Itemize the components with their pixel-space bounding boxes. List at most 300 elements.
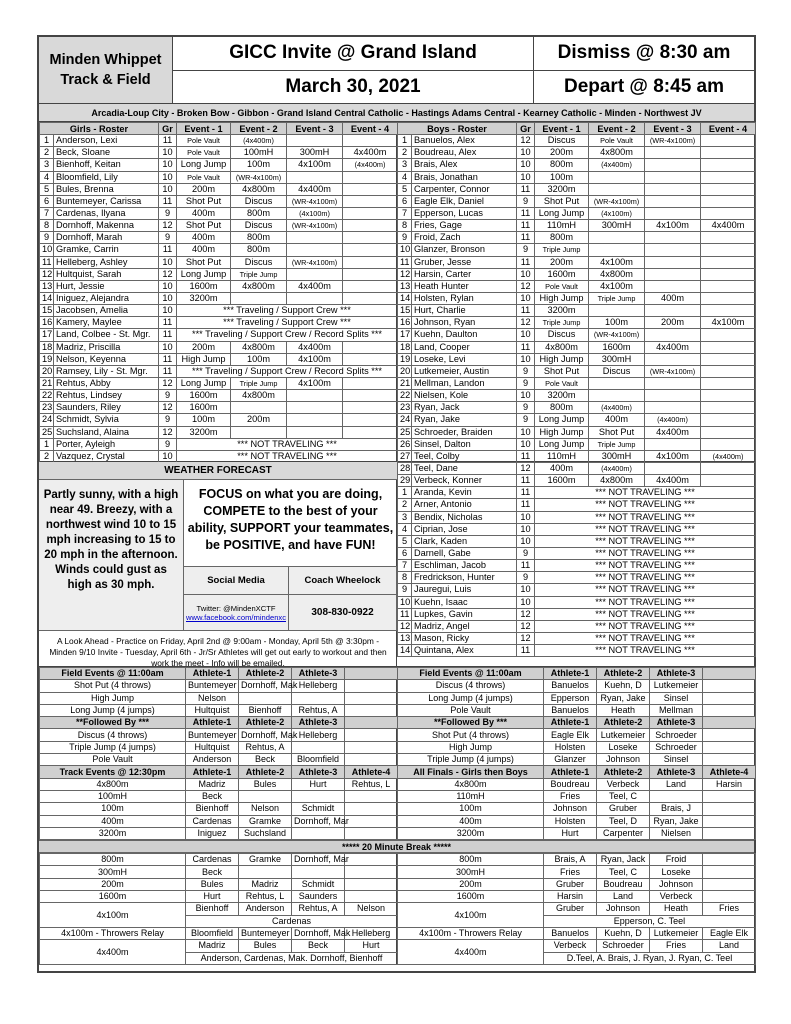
athlete-cell: Beck bbox=[186, 790, 239, 802]
athlete-cell: Bloomfield bbox=[186, 927, 239, 939]
event-cell bbox=[701, 147, 756, 159]
row-number: 10 bbox=[40, 244, 54, 256]
athlete-cell: Kuehn, D bbox=[597, 927, 650, 939]
event-cell: (4x400m) bbox=[645, 414, 701, 426]
athlete-name: Iniguez, Alejandra bbox=[54, 292, 159, 304]
table-row bbox=[398, 778, 756, 790]
event-name: 400m bbox=[398, 815, 544, 827]
grade: 10 bbox=[159, 305, 177, 317]
athlete-cell bbox=[703, 803, 756, 815]
event-cell bbox=[343, 183, 398, 195]
athlete-cell: Holsten bbox=[544, 815, 597, 827]
table-row bbox=[398, 668, 756, 680]
grade: 10 bbox=[159, 159, 177, 171]
athlete-cell: Helleberg bbox=[292, 680, 345, 692]
event-cell bbox=[343, 292, 398, 304]
row-number: 21 bbox=[40, 377, 54, 389]
row-number: 23 bbox=[40, 402, 54, 414]
row-number: 19 bbox=[398, 353, 412, 365]
row-number: 12 bbox=[40, 268, 54, 280]
event-cell bbox=[645, 207, 701, 219]
event-name: **Followed By *** bbox=[40, 717, 186, 729]
athlete-name: Cardenas, Ilyana bbox=[54, 207, 159, 219]
event-cell: 4x800m bbox=[231, 280, 287, 292]
athlete-name: Johnson, Ryan bbox=[412, 317, 517, 329]
athlete-cell bbox=[345, 741, 398, 753]
relay-row bbox=[398, 903, 756, 915]
athlete-cell: Teel, D bbox=[597, 815, 650, 827]
athlete-cell: Beck bbox=[239, 754, 292, 766]
athlete-name: Carpenter, Connor bbox=[412, 183, 517, 195]
grade: 11 bbox=[159, 353, 177, 365]
athlete-cell: Helleberg bbox=[345, 927, 398, 939]
event-cell: 400m bbox=[177, 207, 231, 219]
row-number: 3 bbox=[398, 511, 412, 523]
athlete-cell: Dornhoff, Mak bbox=[292, 927, 345, 939]
athlete-cell: Athlete-3 bbox=[650, 717, 703, 729]
athlete-cell: Ryan, Jake bbox=[597, 692, 650, 704]
roster-header-cell: Event - 3 bbox=[287, 123, 343, 135]
event-cell bbox=[343, 341, 398, 353]
athlete-cell: Heath bbox=[650, 903, 703, 915]
grade: 11 bbox=[159, 135, 177, 147]
row-number: 23 bbox=[398, 402, 412, 414]
athlete-name: Eschliman, Jacob bbox=[412, 560, 517, 572]
event-cell bbox=[701, 463, 756, 475]
roster-header-cell: Boys - Roster bbox=[398, 123, 517, 135]
relay-alternates: Epperson, C. Teel bbox=[544, 915, 756, 927]
row-number: 14 bbox=[398, 292, 412, 304]
table-row bbox=[398, 207, 756, 219]
event-cell bbox=[645, 268, 701, 280]
event-cell: Discus bbox=[535, 329, 589, 341]
grade: 12 bbox=[517, 608, 535, 620]
table-row bbox=[398, 878, 756, 890]
twitter-handle[interactable]: Twitter: @MindenXCTF bbox=[196, 603, 276, 613]
athlete-cell bbox=[703, 891, 756, 903]
table-row bbox=[398, 854, 756, 866]
event-cell bbox=[645, 171, 701, 183]
athlete-cell: Athlete-3 bbox=[650, 766, 703, 778]
athlete-cell bbox=[345, 891, 398, 903]
athlete-cell bbox=[703, 692, 756, 704]
row-number: 1 bbox=[40, 438, 54, 450]
event-cell bbox=[287, 135, 343, 147]
meet-date: March 30, 2021 bbox=[173, 70, 533, 104]
athlete-cell bbox=[703, 717, 756, 729]
event-name: Track Events @ 12:30pm bbox=[40, 766, 186, 778]
row-number: 28 bbox=[398, 463, 412, 475]
grade: 10 bbox=[517, 159, 535, 171]
table-row bbox=[40, 803, 398, 815]
event-name: Long Jump (4 jumps) bbox=[40, 704, 186, 716]
grade: 11 bbox=[517, 183, 535, 195]
row-number: 25 bbox=[40, 426, 54, 438]
event-cell bbox=[287, 390, 343, 402]
post-break-schedule bbox=[39, 853, 754, 965]
athlete-cell: Banuelos bbox=[544, 680, 597, 692]
event-name: Triple Jump (4 jumps) bbox=[40, 741, 186, 753]
event-cell: (4x400m) bbox=[701, 450, 756, 462]
grade: 11 bbox=[517, 232, 535, 244]
event-cell: 4x100m bbox=[287, 353, 343, 365]
event-cell: Shot Put bbox=[589, 426, 645, 438]
grade: 10 bbox=[517, 292, 535, 304]
grade: 10 bbox=[517, 596, 535, 608]
look-ahead: A Look Ahead - Practice on Friday, April 2nd @ 9:00am - Monday, April 5th @ 3:30pm - Minden 9/10 Invite - Tuesday, April 6th - Jr/Sr Athletes will get out early to workout and then work the meet - Info will be emailed. bbox=[39, 630, 397, 667]
grade: 10 bbox=[517, 329, 535, 341]
status-note: *** NOT TRAVELING *** bbox=[535, 620, 756, 632]
event-cell bbox=[701, 280, 756, 292]
event-cell: (WR-4x100m) bbox=[645, 135, 701, 147]
status-note: *** NOT TRAVELING *** bbox=[535, 584, 756, 596]
athlete-name: Quintana, Alex bbox=[412, 645, 517, 657]
event-cell: 1600m bbox=[535, 475, 589, 487]
athlete-name: Brais, Alex bbox=[412, 159, 517, 171]
event-cell bbox=[701, 377, 756, 389]
athlete-cell: Heath bbox=[597, 704, 650, 716]
athlete-cell: Nelson bbox=[239, 803, 292, 815]
event-cell: (WR-4x100m) bbox=[287, 256, 343, 268]
athlete-cell: Helleberg bbox=[292, 729, 345, 741]
event-name: 800m bbox=[40, 854, 186, 866]
athlete-name: Hurt, Charlie bbox=[412, 305, 517, 317]
event-cell: Triple Jump bbox=[535, 244, 589, 256]
event-cell: 300mH bbox=[589, 450, 645, 462]
status-note: *** NOT TRAVELING *** bbox=[535, 547, 756, 559]
event-cell bbox=[343, 195, 398, 207]
table-row bbox=[40, 183, 398, 195]
athlete-cell: Schmidt bbox=[292, 878, 345, 890]
relay-event: 4x100m - Throwers Relay bbox=[398, 927, 544, 939]
relay-event: 4x400m bbox=[40, 940, 186, 965]
athlete-cell: Carpenter bbox=[597, 827, 650, 839]
athlete-cell: Nelson bbox=[186, 692, 239, 704]
table-row bbox=[40, 741, 398, 753]
grade: 9 bbox=[517, 195, 535, 207]
athlete-cell bbox=[292, 741, 345, 753]
row-number: 12 bbox=[398, 268, 412, 280]
table-row bbox=[398, 414, 756, 426]
event-name: Shot Put (4 throws) bbox=[398, 729, 544, 741]
row-number: 15 bbox=[398, 305, 412, 317]
event-name: 3200m bbox=[40, 827, 186, 839]
athlete-cell bbox=[703, 866, 756, 878]
table-row bbox=[398, 632, 756, 644]
athlete-name: Helleberg, Ashley bbox=[54, 256, 159, 268]
athlete-cell: Rehtus, L bbox=[239, 891, 292, 903]
grade: 10 bbox=[159, 450, 177, 462]
event-name: Pole Vault bbox=[398, 704, 544, 716]
status-note: *** NOT TRAVELING *** bbox=[535, 523, 756, 535]
athlete-name: Dornhoff, Marah bbox=[54, 232, 159, 244]
athlete-name: Bules, Brenna bbox=[54, 183, 159, 195]
event-cell: High Jump bbox=[535, 353, 589, 365]
boys-not-traveling-table bbox=[397, 462, 756, 657]
event-cell: 100m bbox=[589, 317, 645, 329]
event-cell bbox=[645, 402, 701, 414]
athlete-cell: Nielsen bbox=[650, 827, 703, 839]
table-row bbox=[40, 790, 398, 802]
event-name: High Jump bbox=[398, 741, 544, 753]
event-cell bbox=[701, 244, 756, 256]
event-cell: Pole Vault bbox=[177, 147, 231, 159]
athlete-cell: Gramke bbox=[239, 815, 292, 827]
athlete-cell: Rehtus, L bbox=[345, 778, 398, 790]
table-row bbox=[398, 547, 756, 559]
event-name: 4x800m bbox=[40, 778, 186, 790]
table-row bbox=[40, 390, 398, 402]
event-cell: 110mH bbox=[535, 220, 589, 232]
event-cell: 300mH bbox=[589, 220, 645, 232]
table-row bbox=[40, 317, 398, 329]
grade: 10 bbox=[159, 183, 177, 195]
event-cell bbox=[343, 402, 398, 414]
table-row bbox=[398, 827, 756, 839]
athlete-cell: Athlete-1 bbox=[186, 717, 239, 729]
table-row bbox=[398, 244, 756, 256]
table-row bbox=[398, 390, 756, 402]
athlete-cell: Fries bbox=[703, 903, 756, 915]
row-number: 22 bbox=[40, 390, 54, 402]
event-name: Field Events @ 11:00am bbox=[40, 668, 186, 680]
event-name: 110mH bbox=[398, 790, 544, 802]
event-cell bbox=[343, 390, 398, 402]
event-cell bbox=[701, 171, 756, 183]
athlete-cell: Bloomfield bbox=[292, 754, 345, 766]
athlete-cell bbox=[239, 790, 292, 802]
athlete-cell: Dornhoff, Mar bbox=[292, 854, 345, 866]
table-row bbox=[398, 815, 756, 827]
athlete-cell: Dornhoff, Mak bbox=[239, 680, 292, 692]
event-cell: 1600m bbox=[535, 268, 589, 280]
meet-title: GICC Invite @ Grand Island bbox=[229, 42, 477, 64]
event-cell bbox=[343, 268, 398, 280]
athlete-cell: Kuehn, D bbox=[597, 680, 650, 692]
athlete-cell: Holsten bbox=[544, 741, 597, 753]
event-cell bbox=[589, 232, 645, 244]
event-name: 300mH bbox=[40, 866, 186, 878]
grade: 10 bbox=[517, 438, 535, 450]
athlete-cell: Buntemeyer bbox=[186, 729, 239, 741]
row-number: 5 bbox=[398, 183, 412, 195]
table-row bbox=[398, 232, 756, 244]
event-name: 1600m bbox=[40, 891, 186, 903]
table-row bbox=[398, 535, 756, 547]
row-number: 3 bbox=[398, 159, 412, 171]
athlete-name: Kamery, Maylee bbox=[54, 317, 159, 329]
event-cell: (4x100m) bbox=[589, 207, 645, 219]
event-cell bbox=[701, 402, 756, 414]
event-cell bbox=[701, 268, 756, 280]
facebook-link[interactable]: www.facebook.com/mindenxc bbox=[185, 612, 287, 622]
event-cell bbox=[287, 244, 343, 256]
event-cell bbox=[343, 171, 398, 183]
table-row bbox=[398, 159, 756, 171]
row-number: 8 bbox=[40, 220, 54, 232]
row-number: 6 bbox=[40, 195, 54, 207]
row-number: 17 bbox=[398, 329, 412, 341]
table-row bbox=[40, 854, 398, 866]
event-cell: Discus bbox=[231, 220, 287, 232]
grade: 12 bbox=[159, 377, 177, 389]
athlete-cell: Iniguez bbox=[186, 827, 239, 839]
event-cell bbox=[589, 183, 645, 195]
row-number: 25 bbox=[398, 426, 412, 438]
grade: 10 bbox=[517, 511, 535, 523]
status-note: *** NOT TRAVELING *** bbox=[535, 487, 756, 499]
table-row bbox=[40, 292, 398, 304]
event-cell bbox=[701, 292, 756, 304]
event-cell bbox=[645, 232, 701, 244]
athlete-name: Lupkes, Gavin bbox=[412, 608, 517, 620]
event-cell: Shot Put bbox=[535, 365, 589, 377]
athlete-name: Jacobsen, Amelia bbox=[54, 305, 159, 317]
table-row bbox=[398, 766, 756, 778]
athlete-cell: Athlete-2 bbox=[239, 717, 292, 729]
event-cell bbox=[343, 207, 398, 219]
row-number: 2 bbox=[398, 147, 412, 159]
event-cell: 4x800m bbox=[231, 183, 287, 195]
row-number: 6 bbox=[398, 547, 412, 559]
athlete-cell bbox=[345, 729, 398, 741]
athlete-cell: Fries bbox=[650, 940, 703, 952]
event-cell bbox=[645, 159, 701, 171]
row-number: 2 bbox=[40, 450, 54, 462]
row-number: 13 bbox=[398, 632, 412, 644]
row-number: 14 bbox=[398, 645, 412, 657]
event-cell bbox=[701, 195, 756, 207]
athlete-cell: Hurt bbox=[345, 940, 398, 952]
athlete-cell bbox=[345, 815, 398, 827]
event-cell: 300mH bbox=[589, 353, 645, 365]
row-number: 9 bbox=[40, 232, 54, 244]
status-note: *** NOT TRAVELING *** bbox=[535, 645, 756, 657]
athlete-name: Arner, Antonio bbox=[412, 499, 517, 511]
grade: 9 bbox=[517, 414, 535, 426]
table-row bbox=[40, 827, 398, 839]
event-cell: 4x400m bbox=[645, 426, 701, 438]
grade: 9 bbox=[517, 572, 535, 584]
event-cell: 400m bbox=[177, 232, 231, 244]
status-note: *** Traveling / Support Crew / Record Splits *** bbox=[177, 365, 398, 377]
event-cell: (4x400m) bbox=[589, 159, 645, 171]
event-cell: 200m bbox=[645, 317, 701, 329]
table-row bbox=[40, 195, 398, 207]
event-cell: 4x400m bbox=[645, 341, 701, 353]
row-number: 4 bbox=[398, 171, 412, 183]
row-number: 15 bbox=[40, 305, 54, 317]
athlete-cell: Athlete-1 bbox=[544, 717, 597, 729]
dismiss-time: Dismiss @ 8:30 am bbox=[557, 42, 731, 64]
athlete-cell: Land bbox=[597, 891, 650, 903]
grade: 11 bbox=[517, 560, 535, 572]
athlete-cell bbox=[703, 878, 756, 890]
athlete-cell: Athlete-4 bbox=[345, 766, 398, 778]
table-row bbox=[398, 596, 756, 608]
athlete-cell: Hultquist bbox=[186, 741, 239, 753]
relay-row bbox=[40, 927, 398, 939]
row-number: 19 bbox=[40, 353, 54, 365]
row-number: 13 bbox=[398, 280, 412, 292]
status-note: *** NOT TRAVELING *** bbox=[177, 438, 398, 450]
athlete-cell: Verbeck bbox=[544, 940, 597, 952]
athlete-cell: Athlete-2 bbox=[597, 717, 650, 729]
athlete-cell: Lutkemeier bbox=[650, 927, 703, 939]
event-cell: Triple Jump bbox=[589, 438, 645, 450]
event-name: 100mH bbox=[40, 790, 186, 802]
boys-events-table bbox=[397, 667, 756, 840]
athlete-cell: Schmidt bbox=[292, 803, 345, 815]
table-row bbox=[40, 329, 398, 341]
athlete-cell bbox=[292, 790, 345, 802]
event-cell: Discus bbox=[231, 195, 287, 207]
event-cell: 4x100m bbox=[589, 280, 645, 292]
athlete-cell bbox=[345, 803, 398, 815]
athlete-cell: Athlete-3 bbox=[292, 668, 345, 680]
event-cell: Pole Vault bbox=[589, 135, 645, 147]
event-name: Field Events @ 11:00am bbox=[398, 668, 544, 680]
table-row bbox=[40, 866, 398, 878]
table-row bbox=[398, 608, 756, 620]
athlete-cell: Madriz bbox=[186, 778, 239, 790]
row-number: 1 bbox=[398, 487, 412, 499]
event-cell bbox=[645, 305, 701, 317]
athlete-name: Boudreau, Alex bbox=[412, 147, 517, 159]
athlete-cell bbox=[703, 754, 756, 766]
athlete-cell bbox=[703, 680, 756, 692]
row-number: 24 bbox=[398, 414, 412, 426]
event-cell: Triple Jump bbox=[589, 292, 645, 304]
event-cell: Long Jump bbox=[535, 438, 589, 450]
athlete-cell bbox=[345, 692, 398, 704]
athlete-cell: Dornhoff, Mar bbox=[292, 815, 345, 827]
event-cell: 100m bbox=[231, 353, 287, 365]
athlete-name: Dornhoff, Makenna bbox=[54, 220, 159, 232]
event-cell bbox=[287, 292, 343, 304]
relay-row bbox=[40, 903, 398, 915]
grade: 12 bbox=[159, 220, 177, 232]
event-name: 300mH bbox=[398, 866, 544, 878]
grade: 10 bbox=[517, 584, 535, 596]
table-row bbox=[398, 463, 756, 475]
athlete-name: Ryan, Jake bbox=[412, 414, 517, 426]
grade: 9 bbox=[517, 377, 535, 389]
event-cell: Shot Put bbox=[177, 256, 231, 268]
athlete-cell bbox=[650, 790, 703, 802]
athlete-cell: Eagle Elk bbox=[544, 729, 597, 741]
athlete-name: Gruber, Jesse bbox=[412, 256, 517, 268]
table-row bbox=[398, 365, 756, 377]
table-row bbox=[40, 256, 398, 268]
athlete-name: Bloomfield, Lily bbox=[54, 171, 159, 183]
event-cell bbox=[701, 256, 756, 268]
athlete-cell: Teel, C bbox=[597, 790, 650, 802]
table-row bbox=[398, 523, 756, 535]
event-cell: Triple Jump bbox=[231, 377, 287, 389]
grade: 10 bbox=[159, 341, 177, 353]
grade: 9 bbox=[159, 414, 177, 426]
row-number: 7 bbox=[398, 560, 412, 572]
event-cell: Long Jump bbox=[535, 207, 589, 219]
athlete-cell: Land bbox=[650, 778, 703, 790]
grade: 11 bbox=[517, 487, 535, 499]
table-row bbox=[40, 220, 398, 232]
athlete-name: Ryan, Jack bbox=[412, 402, 517, 414]
grade: 10 bbox=[159, 292, 177, 304]
athlete-cell: Bules bbox=[239, 940, 292, 952]
athlete-name: Mason, Ricky bbox=[412, 632, 517, 644]
